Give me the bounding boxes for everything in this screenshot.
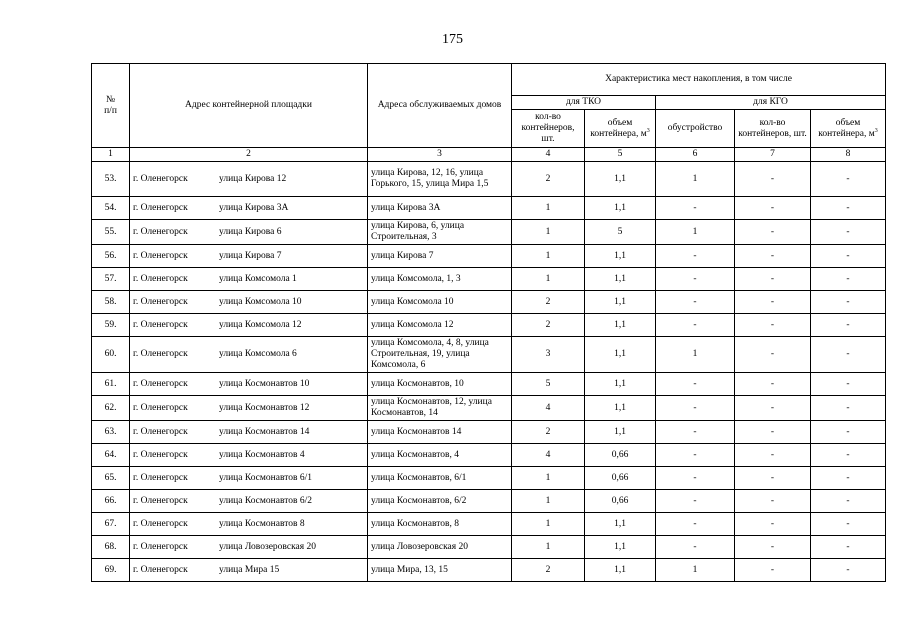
site-street: улица Комсомола 6 (219, 349, 297, 359)
kgo-volume: - (811, 421, 886, 444)
tko-volume: 0,66 (585, 467, 656, 490)
tko-count: 1 (512, 197, 585, 220)
table-row (92, 220, 886, 245)
site-street: улица Космонавтов 4 (219, 449, 305, 460)
site-city: г. Оленегорск (133, 518, 188, 529)
header-address: Адрес контейнерной площадки (130, 64, 368, 148)
kgo-volume: - (811, 490, 886, 513)
kgo-volume: - (811, 162, 886, 197)
header-houses: Адреса обслуживаемых домов (368, 64, 512, 148)
table-header (92, 64, 886, 162)
kgo-volume: - (811, 337, 886, 373)
site-city: г. Оленегорск (133, 296, 188, 307)
table-row (92, 467, 886, 490)
kgo-count: - (735, 268, 811, 291)
kgo-setup: - (656, 421, 735, 444)
kgo-volume: - (811, 245, 886, 268)
tko-count: 5 (512, 373, 585, 396)
kgo-count: - (735, 162, 811, 197)
column-number: 8 (811, 148, 886, 162)
tko-volume: 1,1 (585, 314, 656, 337)
header-kgo-volume-sup: 3 (874, 127, 878, 134)
site-street: улица Кирова 7 (219, 250, 282, 261)
kgo-count: - (735, 513, 811, 536)
table-row (92, 337, 886, 373)
column-number: 1 (92, 148, 130, 162)
site-city: г. Оленегорск (133, 495, 188, 506)
tko-count: 1 (512, 467, 585, 490)
tko-count: 1 (512, 268, 585, 291)
table-row (92, 197, 886, 220)
kgo-count: - (735, 291, 811, 314)
table-row (92, 559, 886, 582)
column-number: 4 (512, 148, 585, 162)
site-street: улица Космонавтов 10 (219, 378, 310, 389)
kgo-volume: - (811, 373, 886, 396)
tko-volume: 1,1 (585, 396, 656, 421)
site-address (130, 220, 368, 245)
site-city: г. Оленегорск (133, 449, 188, 460)
table-row (92, 245, 886, 268)
tko-volume: 5 (585, 220, 656, 245)
kgo-setup: - (656, 490, 735, 513)
tko-volume: 1,1 (585, 559, 656, 582)
served-houses: улица Кирова 3А (368, 197, 512, 220)
served-houses: улица Космонавтов, 6/2 (368, 490, 512, 513)
row-number: 55. (92, 220, 130, 245)
tko-volume: 1,1 (585, 268, 656, 291)
site-city: г. Оленегорск (133, 173, 188, 184)
table-row (92, 314, 886, 337)
header-kgo-setup: обустройство (656, 110, 735, 148)
header-tko-count: кол-во контейнеров, шт. (512, 110, 585, 148)
kgo-volume: - (811, 291, 886, 314)
kgo-volume: - (811, 396, 886, 421)
kgo-count: - (735, 559, 811, 582)
kgo-count: - (735, 314, 811, 337)
row-number: 64. (92, 444, 130, 467)
tko-volume: 1,1 (585, 245, 656, 268)
site-street: улица Ловозеровская 20 (219, 541, 317, 552)
table-row (92, 162, 886, 197)
kgo-volume: - (811, 268, 886, 291)
kgo-volume: - (811, 197, 886, 220)
header-kgo-volume (811, 110, 886, 148)
header-kgo-volume-text: объем контейнера, м (818, 117, 875, 139)
site-city: г. Оленегорск (133, 273, 188, 284)
table-body (92, 162, 886, 582)
tko-volume: 1,1 (585, 536, 656, 559)
served-houses: улица Кирова 7 (368, 245, 512, 268)
kgo-volume: - (811, 444, 886, 467)
served-houses: улица Комсомола 10 (368, 291, 512, 314)
table-row (92, 421, 886, 444)
served-houses: улица Кирова, 6, улица Строительная, 3 (368, 220, 512, 245)
kgo-setup: - (656, 291, 735, 314)
site-street: улица Комсомола 1 (219, 273, 297, 284)
tko-volume: 1,1 (585, 373, 656, 396)
served-houses: улица Космонавтов, 6/1 (368, 467, 512, 490)
table-row (92, 536, 886, 559)
kgo-count: - (735, 220, 811, 245)
site-address (130, 467, 368, 490)
site-city: г. Оленегорск (133, 202, 188, 213)
site-address (130, 421, 368, 444)
kgo-count: - (735, 337, 811, 373)
kgo-volume: - (811, 559, 886, 582)
site-street: улица Космонавтов 6/2 (219, 495, 312, 506)
column-number-row (92, 148, 886, 162)
site-address (130, 536, 368, 559)
row-number: 65. (92, 467, 130, 490)
tko-count: 1 (512, 490, 585, 513)
kgo-count: - (735, 396, 811, 421)
site-address (130, 559, 368, 582)
header-tko-volume (585, 110, 656, 148)
site-street: улица Космонавтов 8 (219, 518, 305, 529)
kgo-setup: - (656, 396, 735, 421)
tko-volume: 1,1 (585, 197, 656, 220)
kgo-volume: - (811, 314, 886, 337)
kgo-setup: - (656, 197, 735, 220)
row-number: 68. (92, 536, 130, 559)
site-street: улица Космонавтов 12 (219, 402, 310, 413)
table-row (92, 396, 886, 421)
site-address (130, 444, 368, 467)
site-street: улица Космонавтов 6/1 (219, 472, 312, 483)
site-street: улица Космонавтов 14 (219, 426, 310, 437)
served-houses: улица Космонавтов, 8 (368, 513, 512, 536)
tko-count: 2 (512, 421, 585, 444)
site-city: г. Оленегорск (133, 541, 188, 552)
site-address (130, 268, 368, 291)
kgo-setup: 1 (656, 337, 735, 373)
site-city: г. Оленегорск (133, 472, 188, 483)
site-address (130, 490, 368, 513)
row-number: 60. (92, 337, 130, 373)
header-tko-volume-sup: 3 (646, 127, 650, 134)
row-number: 69. (92, 559, 130, 582)
served-houses: улица Космонавтов 14 (368, 421, 512, 444)
kgo-volume: - (811, 220, 886, 245)
kgo-count: - (735, 444, 811, 467)
served-houses: улица Комсомола, 4, 8, улица Строительная, 19, улица Комсомола, 6 (368, 337, 512, 373)
served-houses: улица Комсомола 12 (368, 314, 512, 337)
site-address (130, 197, 368, 220)
column-number: 5 (585, 148, 656, 162)
kgo-setup: - (656, 536, 735, 559)
page-number: 175 (442, 32, 463, 47)
container-sites-table (91, 63, 886, 582)
tko-count: 1 (512, 220, 585, 245)
site-city: г. Оленегорск (133, 250, 188, 261)
header-kgo: для КГО (656, 96, 886, 110)
site-address (130, 337, 368, 373)
tko-count: 2 (512, 162, 585, 197)
kgo-setup: - (656, 245, 735, 268)
site-address (130, 291, 368, 314)
header-tko: для ТКО (512, 96, 656, 110)
served-houses: улица Мира, 13, 15 (368, 559, 512, 582)
kgo-count: - (735, 536, 811, 559)
row-number: 61. (92, 373, 130, 396)
tko-count: 2 (512, 314, 585, 337)
row-number: 66. (92, 490, 130, 513)
table-row (92, 444, 886, 467)
kgo-count: - (735, 197, 811, 220)
kgo-setup: - (656, 268, 735, 291)
tko-volume: 0,66 (585, 490, 656, 513)
site-city: г. Оленегорск (133, 402, 188, 413)
column-number: 7 (735, 148, 811, 162)
kgo-setup: - (656, 373, 735, 396)
site-street: улица Комсомола 12 (219, 319, 302, 330)
tko-count: 1 (512, 536, 585, 559)
served-houses: улица Кирова, 12, 16, улица Горького, 15, улица Мира 1,5 (368, 162, 512, 197)
kgo-setup: 1 (656, 220, 735, 245)
kgo-setup: - (656, 314, 735, 337)
tko-count: 4 (512, 444, 585, 467)
kgo-volume: - (811, 513, 886, 536)
tko-volume: 1,1 (585, 162, 656, 197)
tko-count: 2 (512, 559, 585, 582)
kgo-setup: - (656, 444, 735, 467)
header-num: № п/п (92, 64, 130, 148)
row-number: 56. (92, 245, 130, 268)
row-number: 57. (92, 268, 130, 291)
site-street: улица Кирова 3А (219, 202, 289, 213)
kgo-count: - (735, 467, 811, 490)
row-number: 67. (92, 513, 130, 536)
header-tko-volume-text: объем контейнера, м (590, 117, 647, 139)
row-number: 53. (92, 162, 130, 197)
served-houses: улица Комсомола, 1, 3 (368, 268, 512, 291)
kgo-count: - (735, 421, 811, 444)
header-characteristics: Характеристика мест накопления, в том числе (512, 64, 886, 96)
row-number: 63. (92, 421, 130, 444)
tko-count: 2 (512, 291, 585, 314)
tko-count: 1 (512, 513, 585, 536)
kgo-count: - (735, 373, 811, 396)
site-street: улица Комсомола 10 (219, 296, 302, 307)
site-city: г. Оленегорск (133, 564, 188, 575)
site-city: г. Оленегорск (133, 378, 188, 389)
table-row (92, 268, 886, 291)
table-row (92, 490, 886, 513)
tko-count: 4 (512, 396, 585, 421)
row-number: 54. (92, 197, 130, 220)
kgo-volume: - (811, 536, 886, 559)
site-address (130, 162, 368, 197)
tko-volume: 1,1 (585, 337, 656, 373)
site-street: улица Кирова 6 (219, 226, 282, 237)
kgo-count: - (735, 490, 811, 513)
site-address (130, 513, 368, 536)
tko-volume: 1,1 (585, 421, 656, 444)
kgo-setup: 1 (656, 559, 735, 582)
row-number: 62. (92, 396, 130, 421)
tko-count: 3 (512, 337, 585, 373)
column-number: 6 (656, 148, 735, 162)
site-street: улица Кирова 12 (219, 173, 287, 184)
site-city: г. Оленегорск (133, 319, 188, 330)
kgo-setup: - (656, 513, 735, 536)
site-address (130, 373, 368, 396)
site-address (130, 245, 368, 268)
served-houses: улица Космонавтов, 12, улица Космонавтов, 14 (368, 396, 512, 421)
site-address (130, 396, 368, 421)
served-houses: улица Ловозеровская 20 (368, 536, 512, 559)
table-row (92, 291, 886, 314)
row-number: 59. (92, 314, 130, 337)
served-houses: улица Космонавтов, 4 (368, 444, 512, 467)
site-city: г. Оленегорск (133, 226, 188, 237)
site-city: г. Оленегорск (133, 349, 188, 359)
kgo-count: - (735, 245, 811, 268)
tko-count: 1 (512, 245, 585, 268)
kgo-setup: - (656, 467, 735, 490)
row-number: 58. (92, 291, 130, 314)
header-kgo-count: кол-во контейнеров, шт. (735, 110, 811, 148)
tko-volume: 0,66 (585, 444, 656, 467)
kgo-volume: - (811, 467, 886, 490)
tko-volume: 1,1 (585, 291, 656, 314)
site-city: г. Оленегорск (133, 426, 188, 437)
served-houses: улица Космонавтов, 10 (368, 373, 512, 396)
column-number: 3 (368, 148, 512, 162)
column-number: 2 (130, 148, 368, 162)
site-address (130, 314, 368, 337)
site-street: улица Мира 15 (219, 564, 280, 575)
table-row (92, 513, 886, 536)
tko-volume: 1,1 (585, 513, 656, 536)
table-row (92, 373, 886, 396)
kgo-setup: 1 (656, 162, 735, 197)
